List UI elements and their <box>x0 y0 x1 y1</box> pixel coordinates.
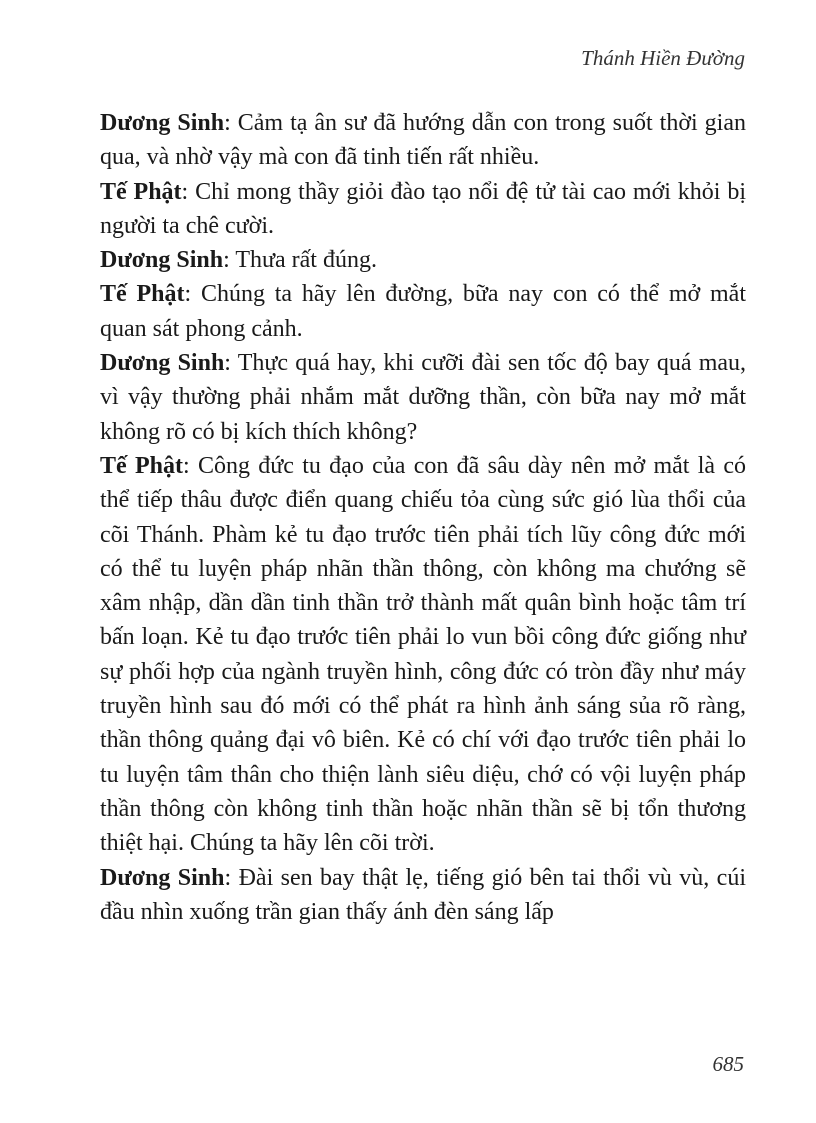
dialogue-paragraph: Dương Sinh: Thực quá hay, khi cưỡi đài sen tốc độ bay quá mau, vì vậy thường phải nhắm mắt dưỡng thần, còn bữa nay mở mắt không rõ có bị kích thích không? <box>100 350 747 445</box>
dialogue-text: Thưa rất đúng. <box>235 247 377 274</box>
speaker-name: Tế Phật <box>100 281 185 308</box>
dialogue-paragraph: Tế Phật: Chúng ta hãy lên đường, bữa nay con có thể mở mắt quan sát phong cảnh. <box>100 281 746 342</box>
dialogue-paragraph: Tế Phật: Công đức tu đạo của con đã sâu dày nên mở mắt là có thể tiếp thâu được điển quang chiếu tỏa cùng sức gió lùa thổi của cõi Thánh. Phàm kẻ tu đạo trước tiên phải tích lũy công đức mới có thể tu luyện pháp nhãn thần thông, còn không ma chướng sẽ xâm nhập, dần dần tinh thần trở thành mất quân bình hoặc tâm trí bấn loạn. Kẻ tu đạo trước tiên phải lo vun bồi công đức giống như sự phối hợp của ngành truyền hình, công đức có tròn đầy như máy truyền hình sau đó mới có thể phát ra hình ảnh sáng sủa rõ ràng, thần thông quảng đại vô biên. Kẻ có chí với đạo trước tiên phải lo tu luyện tâm thân cho thiện lành siêu diệu, chớ có vội luyện pháp thần thông còn không tinh thần hoặc nhãn thần sẽ bị tổn thương thiệt hại. Chúng ta hãy lên cõi trời. <box>100 452 746 857</box>
running-header: Thánh Hiền Đường <box>581 46 745 70</box>
dialogue-text: Cảm tạ ân sư đã hướng dẫn con trong suốt thời gian qua, và nhờ vậy mà con đã tinh tiến rất nhiều. <box>100 110 746 171</box>
page-number: 685 <box>712 1052 744 1076</box>
dialogue-paragraph: Dương Sinh: Đài sen bay thật lẹ, tiếng gió bên tai thổi vù vù, cúi đầu nhìn xuống trần gian thấy ánh đèn sáng lấp <box>100 864 746 925</box>
speaker-name: Dương Sinh <box>100 350 225 377</box>
dialogue-text: Chỉ mong thầy giỏi đào tạo nổi đệ tử tài cao mới khỏi bị người ta chê cười. <box>100 178 746 239</box>
dialogue-text: Chúng ta hãy lên đường, bữa nay con có thể mở mắt quan sát phong cảnh. <box>100 281 746 342</box>
dialogue-text: Đài sen bay thật lẹ, tiếng gió bên tai thổi vù vù, cúi đầu nhìn xuống trần gian thấy ánh đèn sáng lấp <box>100 864 746 925</box>
speaker-name: Dương Sinh <box>100 864 225 891</box>
speaker-name: Tế Phật <box>100 178 182 205</box>
dialogue-text: Công đức tu đạo của con đã sâu dày nên mở mắt là có thể tiếp thâu được điển quang chiếu tỏa cùng sức gió lùa thổi của cõi Thánh. Phàm kẻ tu đạo trước tiên phải tích lũy công đức mới có thể tu luyện pháp nhãn thần thông, còn không ma chướng sẽ xâm nhập, dần dần tinh thần trở thành mất quân bình hoặc tâm trí bấn loạn. Kẻ tu đạo trước tiên phải lo vun bồi công đức giống như sự phối hợp của ngành truyền hình, công đức có tròn đầy như máy truyền hình sau đó mới có thể phát ra hình ảnh sáng sủa rõ ràng, thần thông quảng đại vô biên. Kẻ có chí với đạo trước tiên phải lo tu luyện tâm thân cho thiện lành siêu diệu, chớ có vội luyện pháp thần thông còn không tinh thần hoặc nhãn thần sẽ bị tổn thương thiệt hại. Chúng ta hãy lên cõi trời. <box>100 452 746 857</box>
speaker-name: Tế Phật <box>100 452 183 479</box>
dialogue-text: Thực quá hay, khi cưỡi đài sen tốc độ bay quá mau, vì vậy thường phải nhắm mắt dưỡng thần, còn bữa nay mở mắt không rõ có bị kích thích không? <box>100 350 747 445</box>
dialogue-paragraph: Tế Phật: Chỉ mong thầy giỏi đào tạo nổi đệ tử tài cao mới khỏi bị người ta chê cười. <box>100 178 746 239</box>
dialogue-paragraph: Dương Sinh: Thưa rất đúng. <box>100 247 377 274</box>
dialogue-body <box>100 106 746 929</box>
dialogue-paragraph: Dương Sinh: Cảm tạ ân sư đã hướng dẫn con trong suốt thời gian qua, và nhờ vậy mà con đã tinh tiến rất nhiều. <box>100 110 746 171</box>
speaker-name: Dương Sinh <box>100 110 225 136</box>
speaker-name: Dương Sinh <box>100 247 224 274</box>
